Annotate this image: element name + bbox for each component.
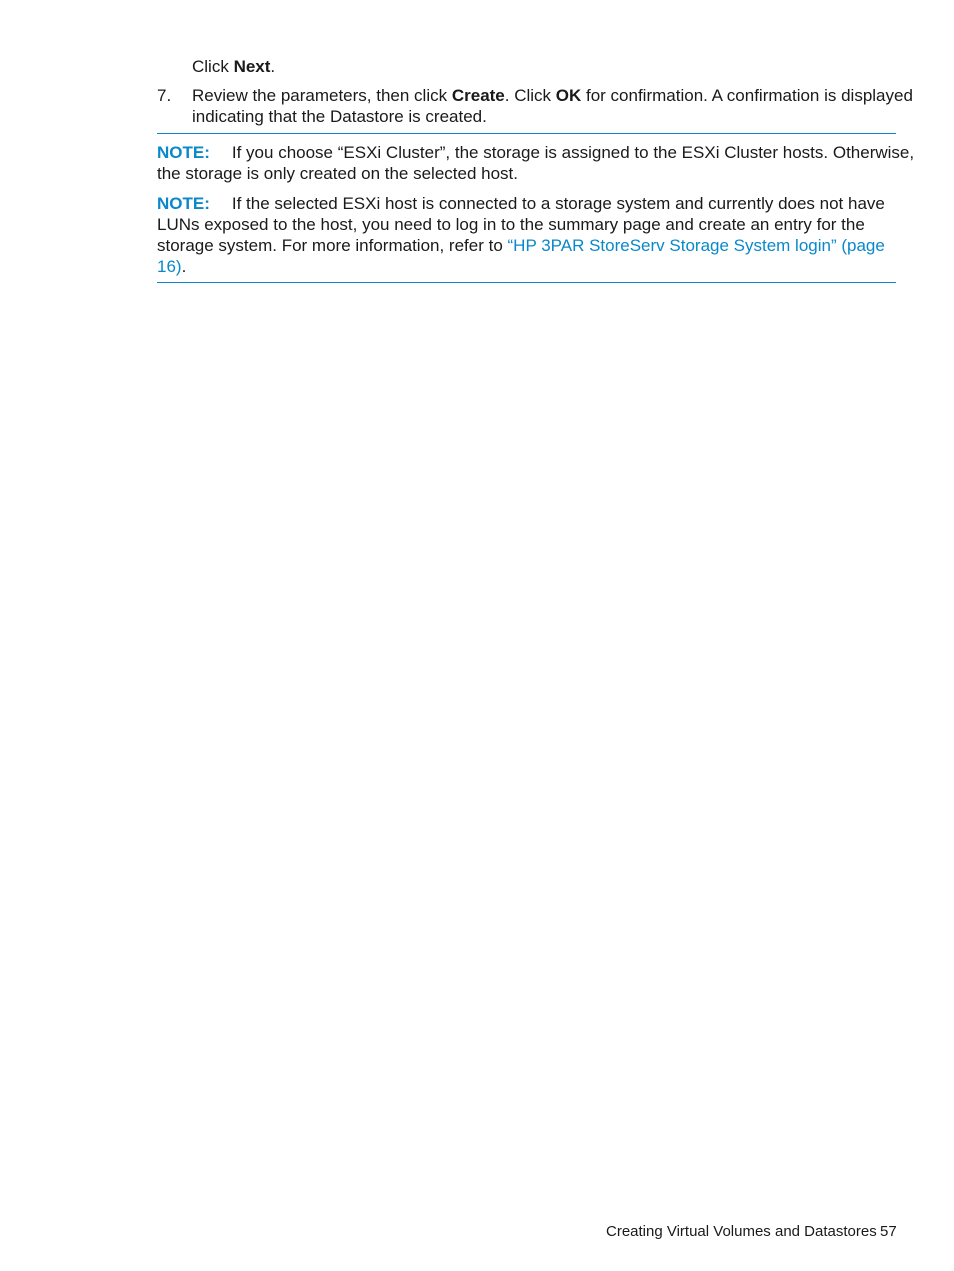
step6-click-next [192,56,275,77]
note2-line3 [157,235,885,256]
note1-line2: the storage is only created on the selected host. [157,164,519,183]
step7-line1-prefix: Review the parameters, then click [192,86,452,105]
note2-line3-prefix: storage system. For more information, refer to [157,236,508,255]
step7-line1 [192,85,913,106]
storage-system-login-link[interactable]: “HP 3PAR StoreServ Storage System login” (page [507,236,885,255]
note2-label: NOTE: [157,194,210,213]
note2-line4-suffix: . [181,257,187,276]
note-bottom-rule [157,282,896,283]
note2-line4 [157,256,186,277]
note1-label: NOTE: [157,143,210,162]
note2-line1 [157,193,885,214]
footer-section-title: Creating Virtual Volumes and Datastores [606,1223,877,1240]
note2-text-line1: If the selected ESXi host is connected to a storage system and currently does not have [231,194,885,213]
step7-ok-label: OK [555,86,582,105]
step6-next-label: Next [233,57,271,76]
step7-line1-mid: . Click [504,86,556,105]
step7-line1-suffix: for confirmation. A confirmation is displayed [581,86,913,105]
note2-line2: LUNs exposed to the host, you need to log in to the summary page and create an entry for the [157,215,865,234]
note-top-rule [157,133,896,134]
footer-page-number: 57 [880,1223,897,1240]
note1-line1 [157,142,914,163]
step6-prefix: Click [192,57,234,76]
step7-line2: indicating that the Datastore is created. [192,107,487,126]
step6-suffix: . [270,57,276,76]
storage-system-login-link-page[interactable]: 16) [157,257,182,276]
step7-number: 7. [157,86,172,105]
note1-text-line1: If you choose “ESXi Cluster”, the storage is assigned to the ESXi Cluster hosts. Otherwise, [231,143,915,162]
step7-create-label: Create [451,86,505,105]
